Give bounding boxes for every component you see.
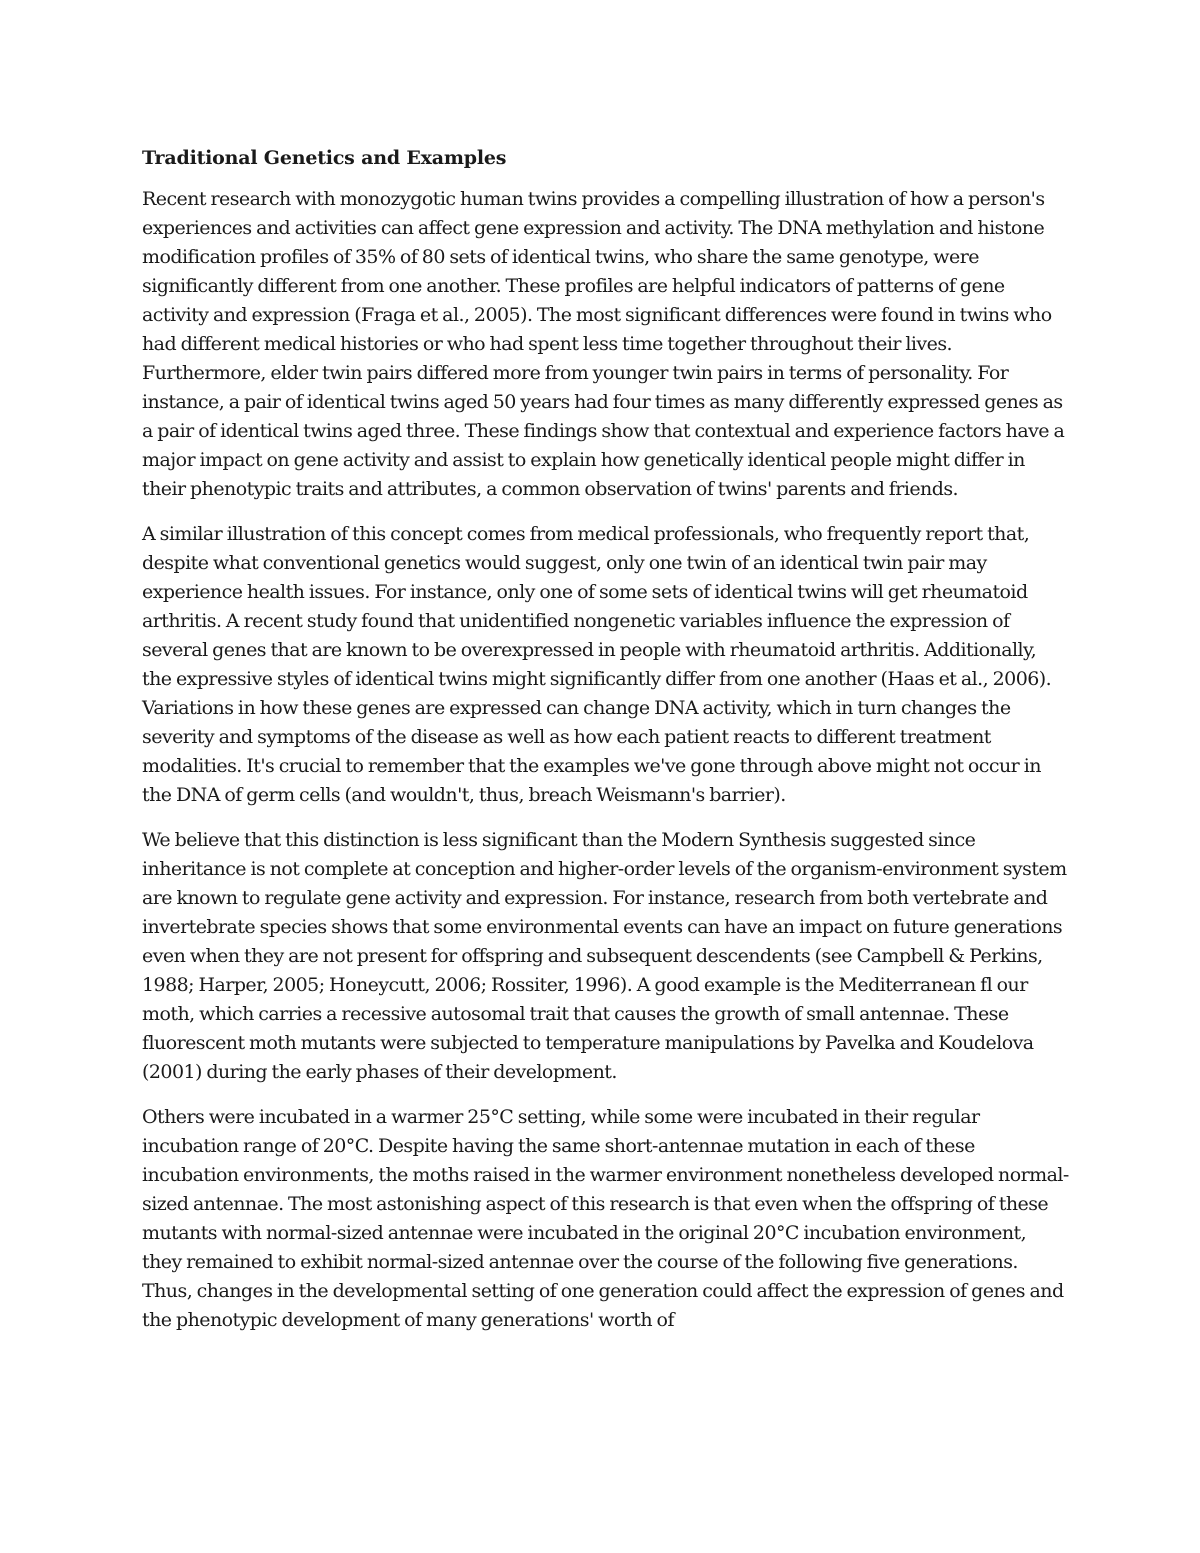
paragraph-modern-synthesis: We believe that this distinction is less significant than the Modern Synthesis suggested since inheritance is not complete at conception and higher-order levels of the organism-environment system are known to regulate gene activity and expression. For instance, research from both vertebrate and invertebrate species shows that some environmental events can have an impact on future generations even when they are not present for offspring and subsequent descendents (see Campbell & Perkins, 1988; Harper, 2005; Honeycutt, 2006; Rossiter, 1996). A good example is the Mediterranean fl our moth, which carries a recessive autosomal trait that causes the growth of small antennae. These fluorescent moth mutants were subjected to temperature manipulations by Pavelka and Koudelova (2001) during the early phases of their development. — [142, 829, 1067, 1083]
paragraph-moth-incubation: Others were incubated in a warmer 25°C setting, while some were incubated in their regular incubation range of 20°C. Despite having the same short-antennae mutation in each of these incubation environments, the moths raised in the warmer environment nonetheless developed normal-sized antennae. The most astonishing aspect of this research is that even when the offspring of these mutants with normal-sized antennae were incubated in the original 20°C incubation environment, they remained to exhibit normal-sized antennae over the course of the following five generations. Thus, changes in the developmental setting of one generation could affect the expression of genes and the phenotypic development of many generations' worth of — [142, 1106, 1069, 1331]
document-body — [142, 140, 1070, 1351]
document-title: Traditional Genetics and Examples — [142, 147, 507, 169]
paragraph-twins-research: Recent research with monozygotic human twins provides a compelling illustration of how a person's experiences and activities can affect gene expression and activity. The DNA methylation and histone modification profiles of 35% of 80 sets of identical twins, who share the same genotype, were significantly different from one another. These profiles are helpful indicators of patterns of gene activity and expression (Fraga et al., 2005). The most significant differences were found in twins who had different medical histories or who had spent less time together throughout their lives. Furthermore, elder twin pairs differed more from younger twin pairs in terms of personality. For instance, a pair of identical twins aged 50 years had four times as many differently expressed genes as a pair of identical twins aged three. These findings show that contextual and experience factors have a major impact on gene activity and assist to explain how genetically identical people might differ in their phenotypic traits and attributes, a common observation of twins' parents and friends. — [142, 188, 1065, 500]
paragraph-medical-illustration: A similar illustration of this concept comes from medical professionals, who frequently report that, despite what conventional genetics would suggest, only one twin of an identical twin pair may experience health issues. For instance, only one of some sets of identical twins will get rheumatoid arthritis. A recent study found that unidentified nongenetic variables influence the expression of several genes that are known to be overexpressed in people with rheumatoid arthritis. Additionally, the expressive styles of identical twins might significantly differ from one another (Haas et al., 2006). Variations in how these genes are expressed can change DNA activity, which in turn changes the severity and symptoms of the disease as well as how each patient reacts to different treatment modalities. It's crucial to remember that the examples we've gone through above might not occur in the DNA of germ cells (and wouldn't, thus, breach Weismann's barrier). — [142, 523, 1052, 806]
